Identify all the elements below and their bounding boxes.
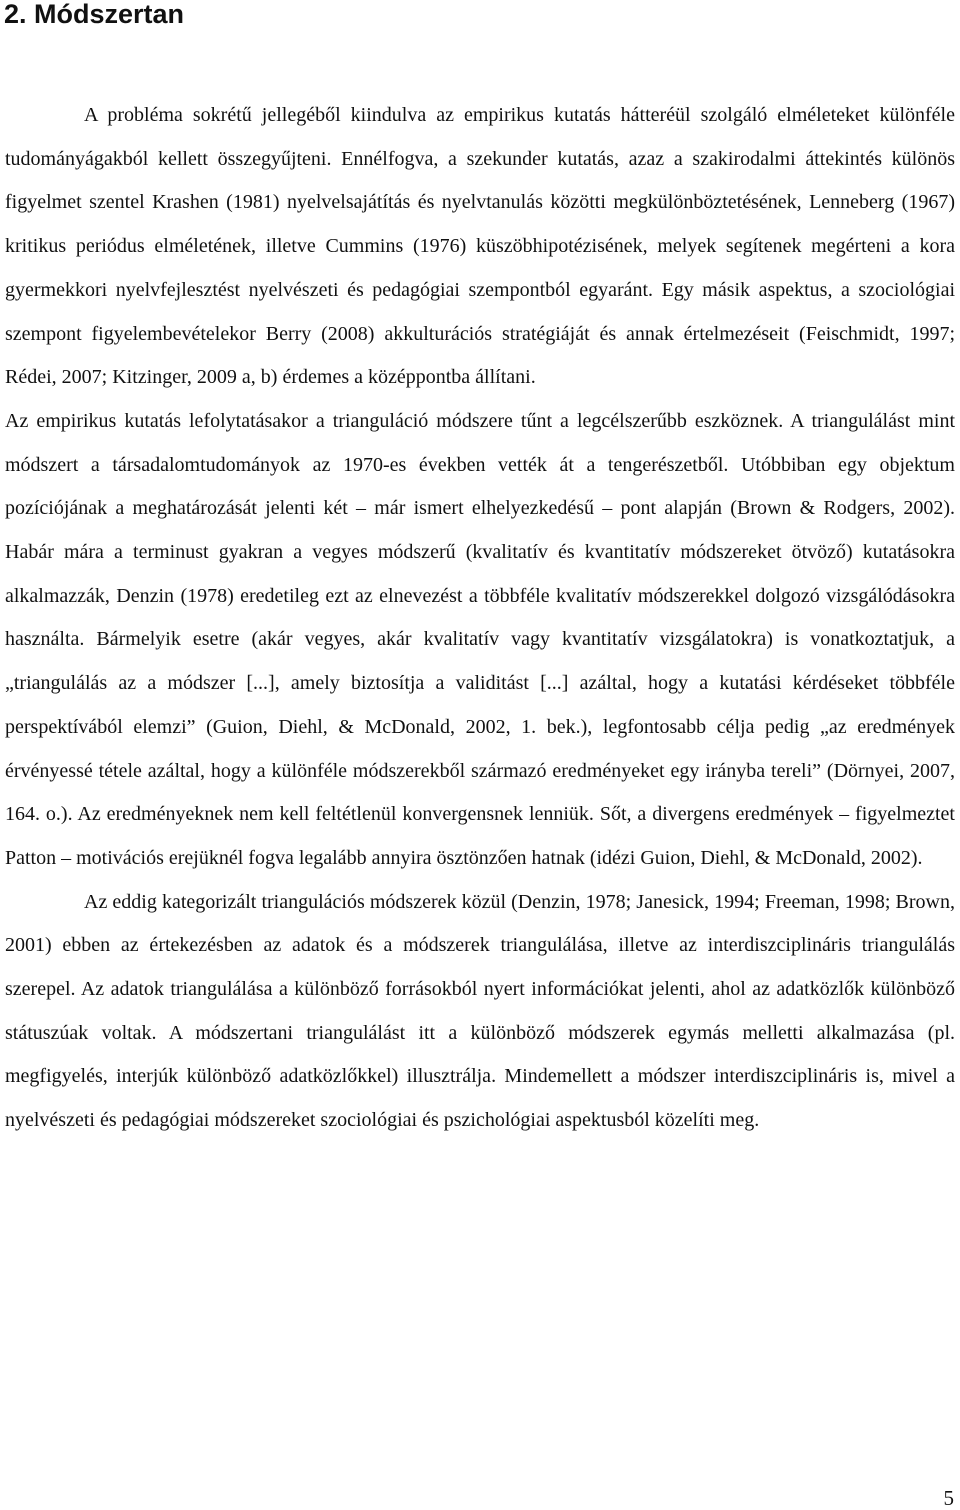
section-heading: 2. Módszertan — [4, 0, 185, 29]
paragraph-3: Az eddig kategorizált triangulációs módszerek közül (Denzin, 1978; Janesick, 1994; Freeman, 1998; Brown, 2001) ebben az értekezésben az adatok és a módszerek triangulálása, illetve az interdiszciplináris triangulálás szerepel. Az adatok triangulálása a különböző forrásokból nyert információkat jelenti, ahol az adatközlők különböző státuszúak voltak. A módszertani triangulálást itt a különböző módszerek egymás melletti alkalmazása (pl. megfigyelés, interjúk különböző adatközlőkkel) illusztrálja. Mindemellett a módszer interdiszciplináris is, mivel a nyelvészeti és pedagógiai módszereket szociológiai és pszichológiai aspektusból közelíti meg. — [5, 890, 955, 1132]
paragraph-2: Az empirikus kutatás lefolytatásakor a trianguláció módszere tűnt a legcélszerűbb eszköznek. A triangulálást mint módszert a társadalomtudományok az 1970-es években vették át a tengerészetből. Utóbbiban egy objektum pozíciójának a meghatározását jelenti két – már ismert elhelyezkedésű – pont alapján (Brown & Rodgers, 2002). Habár mára a terminust gyakran a vegyes módszerű (kvalitatív és kvantitatív módszereket ötvöző) kutatásokra alkalmazzák, Denzin (1978) eredetileg ezt az elnevezést a többféle kvalitatív módszerekkel dolgozó vizsgálódásokra használta. Bármelyik esetre (akár vegyes, akár kvalitatív vagy kvantitatív vizsgálatokra) is vonatkoztatjuk, a „triangulálás az a módszer [...], amely biztosítja a validitást [...] azáltal, hogy a kutatási kérdéseket többféle perspektívából elemzi” (Guion, Diehl, & McDonald, 2002, 1. bek.), legfontosabb célja pedig „az eredmények érvényessé tétele azáltal, hogy a különféle módszerekből származó eredményeket egy irányba tereli” (Dörnyei, 2007, 164. o.). Az eredményeknek nem kell feltétlenül konvergensnek lenniük. Sőt, a divergens eredmények – figyelmeztet Patton – motivációs erejüknél fogva legalább annyira ösztönzően hatnak (idézi Guion, Diehl, & McDonald, 2002). — [5, 409, 955, 869]
body-text — [5, 94, 955, 1143]
paragraph-1: A probléma sokrétű jellegéből kiindulva az empirikus kutatás hátteréül szolgáló elméleteket különféle tudományágakból kellett összegyűjteni. Ennélfogva, a szekunder kutatás, azaz a szakirodalmi áttekintés különös figyelmet szentel Krashen (1981) nyelvelsajátítás és nyelvtanulás közötti megkülönböztetésének, Lenneberg (1967) kritikus periódus elméletének, illetve Cummins (1976) küszöbhipotézisének, melyek segítenek megérteni a kora gyermekkori nyelvfejlesztést nyelvészeti és pedagógiai szempontból egyaránt. Egy másik aspektus, a szociológiai szempont figyelembevételekor Berry (2008) akkulturációs stratégiáját és annak értelmezéseit (Feischmidt, 1997; Rédei, 2007; Kitzinger, 2009 a, b) érdemes a középpontba állítani. — [5, 104, 955, 389]
page-number: 5 — [943, 1486, 954, 1510]
